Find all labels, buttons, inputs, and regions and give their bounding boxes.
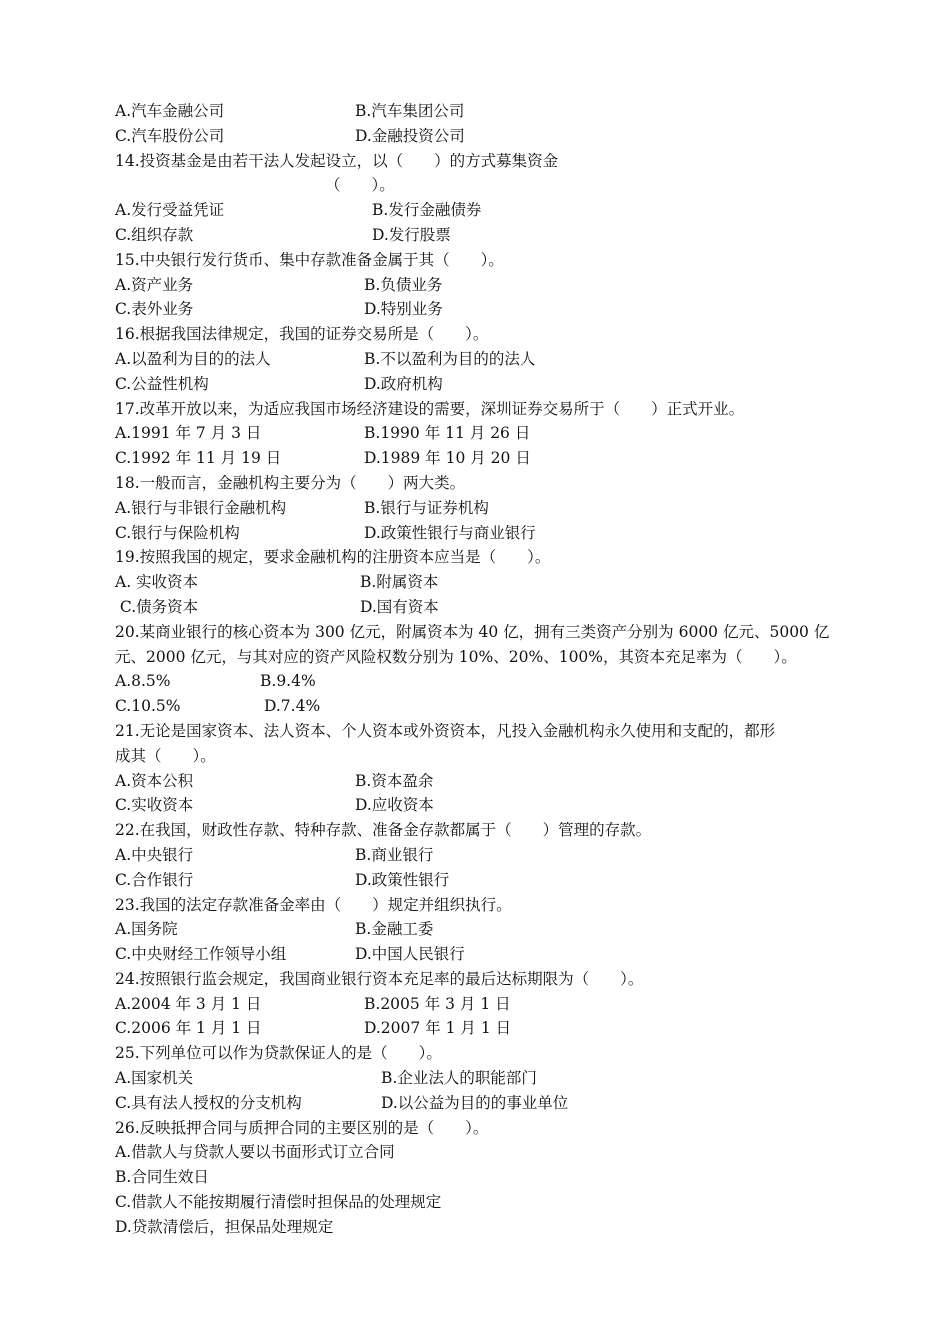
option-text: B.9.4% <box>260 672 316 691</box>
question-text: 16.根据我国法律规定，我国的证券交易所是（ ）。 <box>115 325 489 344</box>
question-text: 18.一般而言，金融机构主要分为（ ）两大类。 <box>115 473 466 492</box>
option-text: C.1992 年 11 月 19 日 <box>115 449 282 468</box>
option-text: A.国务院 <box>115 920 178 939</box>
option-row <box>115 372 845 397</box>
option-text: A. 实收资本 <box>115 573 199 592</box>
option-text: D.2007 年 1 月 1 日 <box>364 1019 512 1038</box>
option-text: D.国有资本 <box>360 597 439 616</box>
option-text: D.以公益为目的的事业单位 <box>381 1093 569 1112</box>
question-text-continued: 元、2000 亿元，与其对应的资产风险权数分别为 10%、20%、100%，其资本充足率为（ ）。 <box>115 647 797 666</box>
option-text: B.银行与证券机构 <box>364 498 489 517</box>
option-row <box>115 942 845 967</box>
option-row <box>115 446 845 471</box>
option-row <box>115 570 845 595</box>
question-text: 14.投资基金是由若干法人发起设立，以（ ）的方式募集资金 <box>115 151 559 170</box>
option-text: D.金融投资公司 <box>355 126 465 145</box>
question-blank: （ ）。 <box>325 176 395 195</box>
option-text: C.组织存款 <box>115 225 194 244</box>
question-text: 25.下列单位可以作为贷款保证人的是（ ）。 <box>115 1044 442 1063</box>
option-text: B.发行金融债券 <box>372 201 482 220</box>
option-text: D.7.4% <box>264 697 321 716</box>
option-text: D.中国人民银行 <box>355 945 465 964</box>
option-text: A.资本公积 <box>115 771 194 790</box>
option-text: A.借款人与贷款人要以书面形式订立合同 <box>115 1143 395 1162</box>
option-text: D.政策性银行 <box>355 870 450 889</box>
option-text: C.实收资本 <box>115 796 194 815</box>
option-row <box>115 99 845 124</box>
option-text: C.债务资本 <box>115 597 199 616</box>
option-text: D.应收资本 <box>355 796 434 815</box>
option-text: D.特别业务 <box>364 300 443 319</box>
option-text: C.借款人不能按期履行清偿时担保品的处理规定 <box>115 1193 442 1212</box>
question-text: 19.按照我国的规定，要求金融机构的注册资本应当是（ ）。 <box>115 548 551 567</box>
option-row <box>115 769 845 794</box>
option-text: B.企业法人的职能部门 <box>381 1069 537 1088</box>
option-text: D.发行股票 <box>372 225 451 244</box>
option-row <box>115 694 845 719</box>
question-text: 24.按照银行监会规定，我国商业银行资本充足率的最后达标期限为（ ）。 <box>115 969 644 988</box>
option-row <box>115 992 845 1017</box>
option-text: B.合同生效日 <box>115 1168 209 1187</box>
option-row <box>115 1016 845 1041</box>
option-text: B.附属资本 <box>360 573 439 592</box>
option-row <box>115 1066 845 1091</box>
option-text: B.2005 年 3 月 1 日 <box>364 994 511 1013</box>
option-text: B.1990 年 11 月 26 日 <box>364 424 531 443</box>
option-text: C.2006 年 1 月 1 日 <box>115 1019 262 1038</box>
option-text: C.10.5% <box>115 697 181 716</box>
option-row <box>115 223 845 248</box>
question-text: 22.在我国，财政性存款、特种存款、准备金存款都属于（ ）管理的存款。 <box>115 821 652 840</box>
option-text: B.不以盈利为目的的法人 <box>364 349 536 368</box>
option-text: A.国家机关 <box>115 1069 194 1088</box>
option-text: B.金融工委 <box>355 920 434 939</box>
question-text-continued: 成其（ ）。 <box>115 746 216 765</box>
option-row <box>115 198 845 223</box>
option-text: C.表外业务 <box>115 300 194 319</box>
option-text: A.银行与非银行金融机构 <box>115 498 287 517</box>
option-text: C.中央财经工作领导小组 <box>115 945 287 964</box>
question-text: 21.无论是国家资本、法人资本、个人资本或外资资本，凡投入金融机构永久使用和支配的，都形 <box>115 721 776 740</box>
option-row <box>115 347 845 372</box>
question-text: 17.改革开放以来，为适应我国市场经济建设的需要，深圳证券交易所于（ ）正式开业。 <box>115 399 745 418</box>
option-row <box>115 521 845 546</box>
option-text: A.资产业务 <box>115 275 194 294</box>
question-text: 26.反映抵押合同与质押合同的主要区别的是（ ）。 <box>115 1118 489 1137</box>
option-text: D.政策性银行与商业银行 <box>364 523 536 542</box>
option-text: A.中央银行 <box>115 845 194 864</box>
option-text: C.合作银行 <box>115 870 194 889</box>
option-text: C.汽车股份公司 <box>115 126 225 145</box>
option-text: A.1991 年 7 月 3 日 <box>115 424 262 443</box>
option-row <box>115 793 845 818</box>
option-text: A.以盈利为目的的法人 <box>115 349 271 368</box>
option-text: C.银行与保险机构 <box>115 523 240 542</box>
option-text: A.汽车金融公司 <box>115 102 225 120</box>
question-text: 23.我国的法定存款准备金率由（ ）规定并组织执行。 <box>115 895 512 914</box>
option-row <box>115 669 845 694</box>
option-text: A.发行受益凭证 <box>115 201 225 220</box>
option-text: A.8.5% <box>115 672 171 691</box>
question-text: 20.某商业银行的核心资本为 300 亿元，附属资本为 40 亿，拥有三类资产分别为 6000 亿元、5000 亿 <box>115 622 830 641</box>
option-text: A.2004 年 3 月 1 日 <box>115 994 262 1013</box>
option-row <box>115 297 845 322</box>
option-row <box>115 124 845 149</box>
question-list <box>115 99 845 1240</box>
option-text: C.公益性机构 <box>115 374 209 393</box>
option-text: B.负债业务 <box>364 275 443 294</box>
option-row <box>115 1091 845 1116</box>
option-row <box>115 843 845 868</box>
option-row <box>115 496 845 521</box>
option-text: B.资本盈余 <box>355 771 434 790</box>
option-text: D.贷款清偿后，担保品处理规定 <box>115 1217 334 1236</box>
option-row <box>115 421 845 446</box>
option-row <box>115 595 845 620</box>
option-text: D.1989 年 10 月 20 日 <box>364 449 531 468</box>
option-row <box>115 917 845 942</box>
option-row <box>115 868 845 893</box>
option-row <box>115 273 845 298</box>
option-text: C.具有法人授权的分支机构 <box>115 1093 302 1112</box>
option-text: B.商业银行 <box>355 845 434 864</box>
question-text: 15.中央银行发行货币、集中存款准备金属于其（ ）。 <box>115 250 504 269</box>
option-text: B.汽车集团公司 <box>355 102 465 120</box>
option-text: D.政府机构 <box>364 374 443 393</box>
